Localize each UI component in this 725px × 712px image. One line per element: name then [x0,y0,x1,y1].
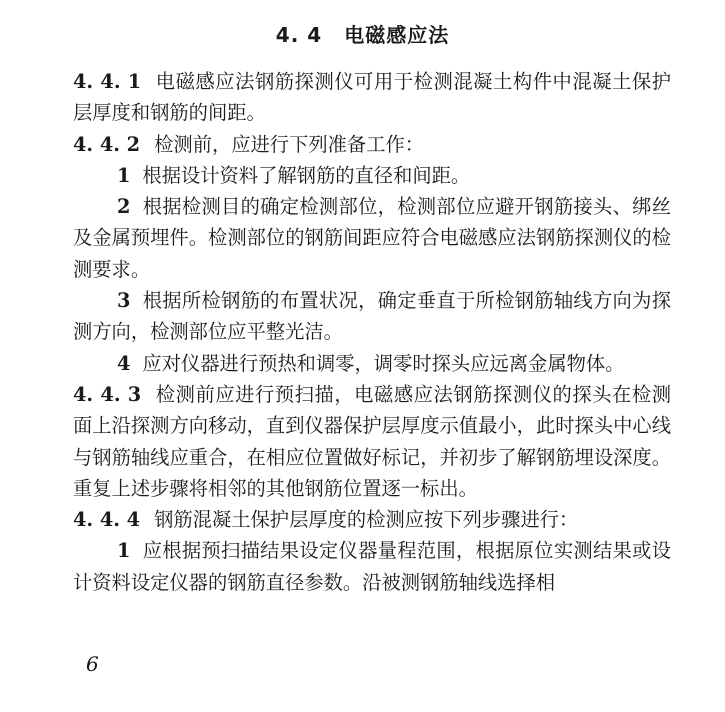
clause-text: 检测前应进行预扫描，电磁感应法钢筋探测仪的探头在检测面上沿探测方向移动，直到仪器保护层厚度示值最小，此时探头中心线与钢筋轴线应重合，在相应位置做好标记，并初步了解钢筋埋设深度。重复上述步骤将相邻的其他钢筋位置逐一标出。 [73,382,671,500]
item-number: 4 [117,351,131,375]
item-text: 根据检测目的确定检测部位，检测部位应避开钢筋接头、绑丝及金属预埋件。检测部位的钢筋间距应符合电磁感应法钢筋探测仪的检测要求。 [73,195,671,281]
item-number: 2 [117,195,131,219]
section-heading [0,20,725,50]
clause-text: 检测前，应进行下列准备工作： [154,132,425,156]
item-text: 应根据预扫描结果设定仪器量程范围，根据原位实测结果或设计资料设定仪器的钢筋直径参数。沿被测钢筋轴线选择相 [73,539,671,594]
document-body [73,66,671,598]
item-text: 应对仪器进行预热和调零，调零时探头应远离金属物体。 [142,351,625,375]
list-item [73,535,671,598]
clause-4-4-3 [73,379,671,504]
clause-number: 4. 4. 3 [73,382,142,406]
clause-4-4-2 [73,129,671,160]
item-text: 根据设计资料了解钢筋的直径和间距。 [142,163,471,187]
item-text: 根据所检钢筋的布置状况，确定垂直于所检钢筋轴线方向为探测方向，检测部位应平整光洁。 [73,289,671,344]
clause-number: 4. 4. 1 [73,70,142,93]
list-item [73,160,671,191]
item-number: 1 [117,539,131,563]
list-item [73,348,671,379]
item-number: 3 [117,289,131,313]
page-number: 6 [86,652,99,676]
clause-4-4-4 [73,504,671,535]
list-item [73,191,671,285]
clause-number: 4. 4. 2 [73,132,141,156]
clause-text: 电磁感应法钢筋探测仪可用于检测混凝土构件中混凝土保护层厚度和钢筋的间距。 [73,70,671,125]
section-number: 4. 4 [275,23,323,47]
section-title: 电磁感应法 [344,23,450,47]
item-number: 1 [117,163,131,187]
clause-number: 4. 4. 4 [73,508,141,532]
clause-4-4-1 [73,66,671,129]
clause-text: 钢筋混凝土保护层厚度的检测应按下列步骤进行： [154,508,579,532]
list-item [73,285,671,348]
